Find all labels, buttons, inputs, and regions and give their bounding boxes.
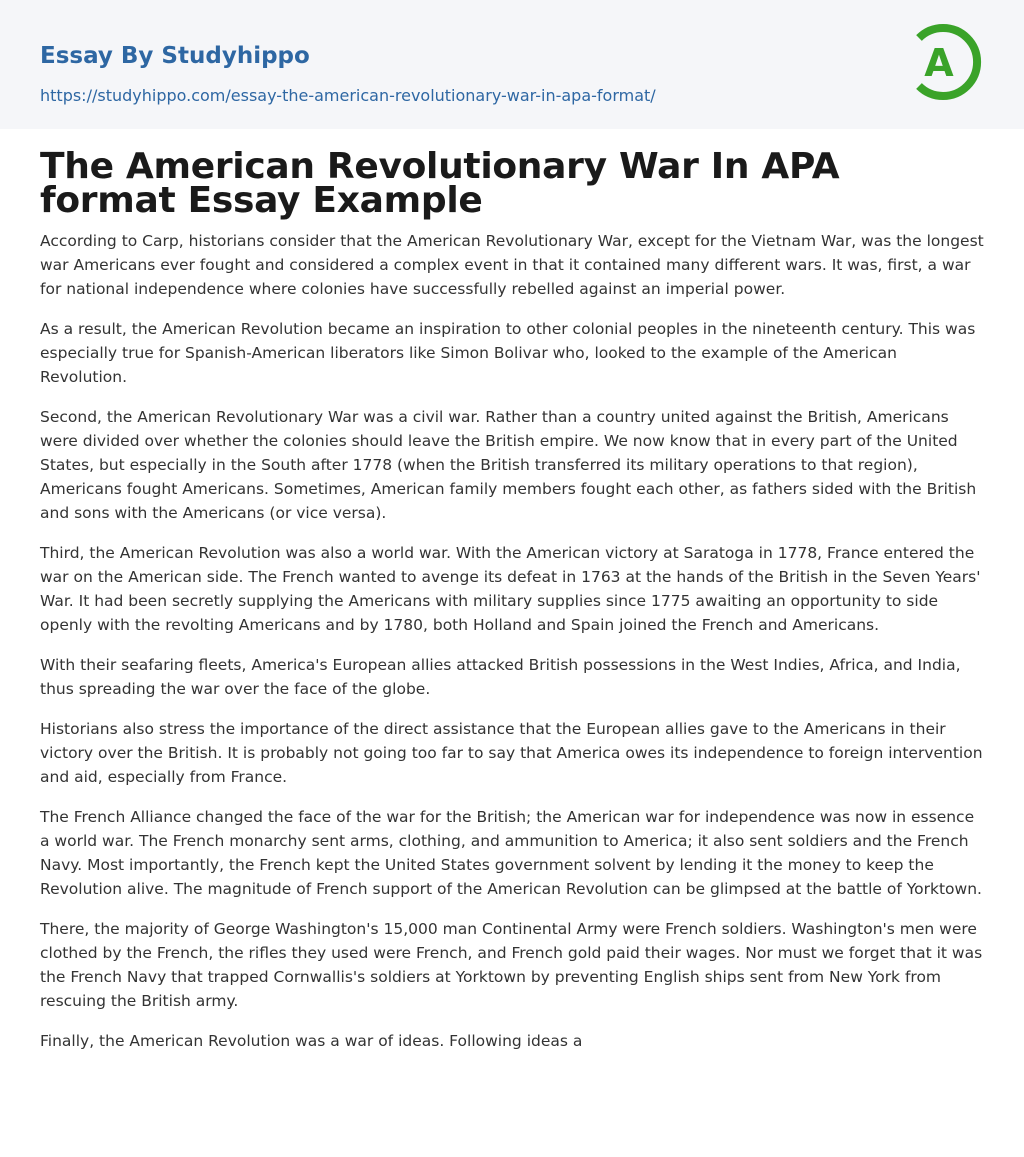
site-header [0, 0, 1024, 129]
essay-paragraph: The French Alliance changed the face of the war for the British; the American war for independence was now in essence a world war. The French monarchy sent arms, clothing, and ammunition to America; it also sent soldiers and the French Navy. Most importantly, the French kept the United States government solvent by lending it the money to keep the Revolution alive. The magnitude of French support of the American Revolution can be glimpsed at the battle of Yorktown. [40, 808, 982, 898]
essay-paragraph: Second, the American Revolutionary War was a civil war. Rather than a country united against the British, Americans were divided over whether the colonies should leave the British empire. We now know that in every part of the United States, but especially in the South after 1778 (when the British transferred its military operations to that region), Americans fought Americans. Sometimes, American family members fought each other, as fathers sided with the British and sons with the Americans (or vice versa). [40, 408, 977, 522]
studyhippo-logo-icon[interactable] [914, 18, 986, 106]
essay-paragraph: According to Carp, historians consider that the American Revolutionary War, except for the Vietnam War, was the longest war Americans ever fought and considered a complex event in that it contained many different wars. It was, first, a war for national independence where colonies have successfully rebelled against an imperial power. [40, 232, 984, 298]
essay-paragraph: As a result, the American Revolution became an inspiration to other colonial peoples in the nineteenth century. This was especially true for Spanish-American liberators like Simon Bolivar who, looked to the example of the American Revolution. [40, 320, 976, 386]
essay-paragraph: Third, the American Revolution was also a world war. With the American victory at Saratoga in 1778, France entered the war on the American side. The French wanted to avenge its defeat in 1763 at the hands of the British in the Seven Years' War. It had been secretly supplying the Americans with military supplies since 1775 awaiting an opportunity to side openly with the revolting Americans and by 1780, both Holland and Spain joined the French and Americans. [40, 544, 981, 634]
logo-letter: A [924, 41, 954, 85]
essay-paragraph: There, the majority of George Washington's 15,000 man Continental Army were French soldiers. Washington's men were clothed by the French, the rifles they used were French, and French gold paid their wages. Nor must we forget that it was the French Navy that trapped Cornwallis's soldiers at Yorktown by preventing English ships sent from New York from rescuing the British army. [40, 920, 983, 1010]
source-url-link[interactable]: https://studyhippo.com/essay-the-american-revolutionary-war-in-apa-format/ [40, 86, 656, 105]
essay-paragraph: Finally, the American Revolution was a war of ideas. Following ideas a [40, 1032, 583, 1050]
essay-content [0, 146, 1024, 1053]
essay-paragraph: Historians also stress the importance of the direct assistance that the European allies gave to the Americans in their victory over the British. It is probably not going too far to say that America owes its independence to foreign intervention and aid, especially from France. [40, 720, 983, 786]
essay-title: The American Revolutionary War In APA format Essay Example [40, 146, 840, 221]
site-brand[interactable]: Essay By Studyhippo [40, 43, 310, 69]
essay-paragraph: With their seafaring fleets, America's European allies attacked British possessions in the West Indies, Africa, and India, thus spreading the war over the face of the globe. [40, 656, 961, 698]
